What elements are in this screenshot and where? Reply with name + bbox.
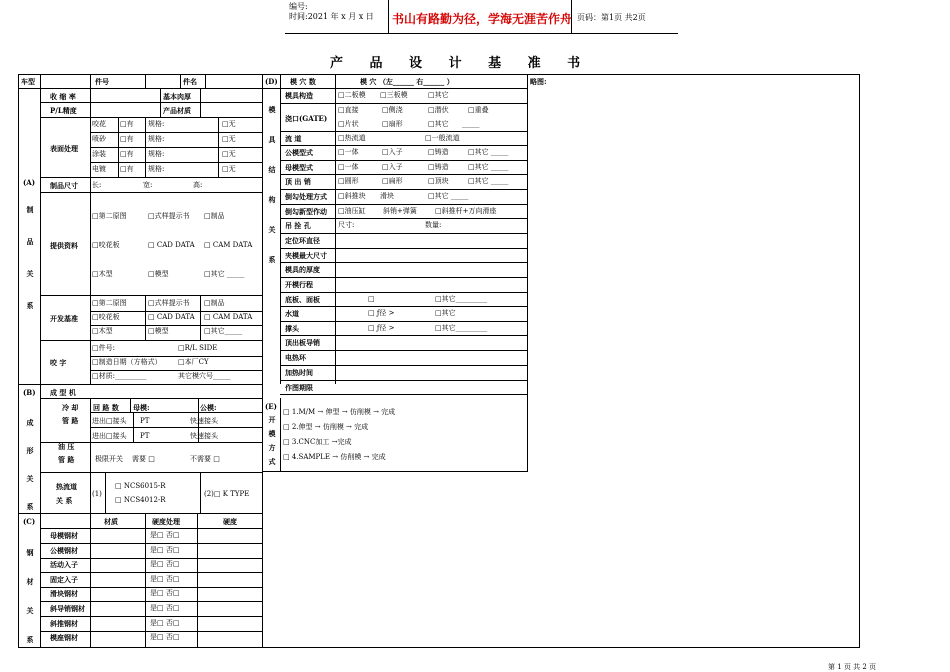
- section-c-label: (C): [23, 517, 36, 526]
- section-d-vertical: 构: [268, 195, 276, 204]
- steel-name: 公模钢材: [50, 545, 78, 555]
- section-e-vertical: 开: [268, 415, 276, 424]
- mold-row-option: □ ƒ径 >: [368, 309, 395, 318]
- section-c-vertical: 钢: [26, 548, 34, 557]
- bite-option: 其它模穴号_____: [178, 372, 231, 380]
- mold-row-option: □其它 _____: [468, 162, 509, 171]
- pt-label: PT: [140, 417, 150, 425]
- surface-spec: 规格:: [148, 150, 165, 158]
- length-label: 长:: [92, 181, 102, 189]
- mold-row-option: □热流道: [338, 133, 366, 142]
- section-b-vertical: 系: [26, 502, 34, 511]
- steel-hardening: 是□ 否□: [150, 574, 180, 583]
- mold-row-option: □铸造: [428, 148, 449, 157]
- dev-option: □木型: [92, 327, 113, 335]
- mold-row-option: □重叠: [468, 105, 489, 114]
- pt-label: PT: [140, 432, 150, 440]
- mold-row-label: 加热时间: [285, 367, 313, 377]
- mold-row-option: □铸造: [428, 162, 449, 171]
- mold-row-option: □入子: [382, 162, 403, 171]
- mold-row-option: □顶块: [428, 177, 449, 186]
- mold-row-option: □其它 _____: [468, 177, 509, 186]
- section-d-vertical: 系: [268, 255, 276, 264]
- mold-row-option: □其它 _____: [468, 148, 509, 157]
- mold-row-label: 开模行程: [285, 279, 313, 289]
- mold-row-option: □其它: [428, 119, 449, 128]
- mold-row-option: □入子: [382, 148, 403, 157]
- bite-option: □件号:: [92, 344, 115, 352]
- surface-name: 涂装: [92, 150, 106, 158]
- mold-row-option: □扇形: [382, 119, 403, 128]
- section-d-vertical: 结: [268, 165, 276, 174]
- mold-row-label: 水道: [285, 309, 299, 319]
- dev-option: □制品: [204, 299, 225, 307]
- provided-option: □制品: [204, 212, 225, 220]
- quick-label: 快速接头: [190, 432, 218, 440]
- cavity-label: 模 穴 数: [290, 77, 316, 86]
- material-label: 产品材质: [163, 106, 191, 115]
- steel-name: 母模钢材: [50, 531, 78, 540]
- base-thick-label: 基本肉厚: [163, 92, 191, 101]
- page-label: 页码：第1页 共2页: [577, 13, 646, 22]
- mold-row-label: 顶 出 销: [285, 177, 311, 187]
- mold-row-option: □ ƒ径 >: [368, 323, 395, 332]
- mold-row-label: 浇口(GATE): [285, 113, 328, 123]
- surface-spec: 规格:: [148, 135, 165, 143]
- provided-option: □第二原图: [92, 212, 127, 220]
- mold-row-option: □其它: [428, 91, 449, 99]
- mold-opening-option: □ 2.伸型 → 仿削模 → 完成: [283, 423, 369, 431]
- mold-row-label: 模具的厚度: [285, 265, 320, 275]
- limit-label: 极限开关: [95, 455, 123, 463]
- section-a-vertical: 制: [26, 205, 34, 214]
- section-a-label: (A): [23, 178, 36, 187]
- motto: 书山有路勤为径，学海无涯苦作舟: [392, 12, 573, 26]
- dev-option: □模型: [148, 327, 169, 335]
- steel-name: 斜推钢材: [50, 618, 78, 628]
- steel-name: 固定入子: [50, 574, 78, 584]
- steel-name: 活动入子: [50, 560, 78, 570]
- steel-name: 滑块钢材: [50, 589, 78, 599]
- section-d-vertical: 关: [268, 225, 276, 234]
- height-label: 高:: [193, 181, 203, 189]
- surface-none: □无: [222, 165, 236, 173]
- mold-row-option: □潜伏: [428, 105, 449, 114]
- steel-hardening: 是□ 否□: [150, 560, 180, 569]
- dev-label: 开发基准: [50, 314, 78, 323]
- surface-none: □无: [222, 120, 236, 128]
- mold-row-label: 流 道: [285, 133, 302, 143]
- mold-row-label: 顶出板导销: [285, 338, 320, 348]
- shrink-label: 收 缩 率: [50, 92, 76, 101]
- mold-row-label: 电热环: [285, 353, 306, 363]
- mold-opening-option: □ 3.CNC加工 →完成: [283, 438, 352, 446]
- cavity-value: 模 穴 （左______ 右______ ）: [360, 77, 454, 86]
- hot-label: 关 系: [56, 496, 73, 505]
- size-label: 制品尺寸: [50, 181, 78, 190]
- mold-row-option: □其它 _____: [428, 192, 469, 200]
- cooling-label: 冷 却: [62, 403, 79, 412]
- mold-row-option: 数量:: [425, 221, 442, 230]
- noneed-label: 不需要 □: [190, 455, 220, 463]
- section-e-vertical: 方: [268, 443, 276, 452]
- mold-row-label: 夹模最大尺寸: [285, 250, 327, 260]
- section-c-vertical: 关: [26, 606, 34, 615]
- steel-column-header: 硬度: [223, 517, 237, 526]
- mold-row-option: □其它: [435, 309, 456, 318]
- section-d-vertical: 具: [268, 135, 276, 144]
- section-e-vertical: 式: [268, 457, 276, 466]
- section-e-label: (E): [265, 402, 277, 411]
- provided-option: □ CAM DATA: [204, 241, 253, 249]
- steel-name: 斜导销钢材: [50, 604, 85, 613]
- provided-label: 提供资料: [50, 241, 78, 250]
- surface-spec: 规格:: [148, 165, 165, 173]
- section-b-vertical: 关: [26, 474, 34, 483]
- dev-option: □其它_____: [204, 327, 243, 335]
- surface-label: 表面处理: [50, 144, 78, 153]
- molding-machine-label: 成 型 机: [50, 388, 76, 397]
- provided-option: □木型: [92, 270, 113, 278]
- mold-row-label: 吊 拴 孔: [285, 221, 311, 231]
- steel-hardening: 是□ 否□: [150, 618, 180, 627]
- surface-spec: 规格:: [148, 120, 165, 128]
- steel-hardening: 是□ 否□: [150, 545, 180, 554]
- steel-hardening: 是□ 否□: [150, 589, 180, 598]
- mold-row-option: □油压缸: [338, 206, 366, 215]
- surface-name: 电镀: [92, 165, 106, 173]
- mold-row-option: □侧浇: [382, 105, 403, 114]
- part-no-label: 件号: [95, 77, 109, 86]
- mold-row-option: 斜销+弹簧: [383, 206, 417, 215]
- mold-opening-option: □ 4.SAMPLE → 仿削模 → 完成: [283, 453, 386, 461]
- bite-label: 咬 字: [50, 358, 67, 367]
- circuit-label: 回 路 数: [93, 403, 119, 412]
- mold-row-option: □斜推块: [338, 192, 366, 200]
- mother-label: 母模:: [133, 403, 150, 412]
- pl-label: P/L精度: [50, 106, 77, 115]
- mold-row-label: 公模型式: [285, 148, 313, 158]
- steel-column-header: 硬度处理: [152, 517, 180, 526]
- mold-opening-option: □ 1.M/M → 伸型 → 仿削模 → 完成: [283, 408, 396, 416]
- hot-label: 热流道: [56, 482, 77, 491]
- hot-opt2: □ NCS4012-R: [115, 496, 166, 504]
- provided-option: □咬花板: [92, 241, 120, 249]
- mold-row-label: 倒勾处理方式: [285, 192, 327, 201]
- cooling-label: 管 路: [62, 416, 79, 425]
- section-b-vertical: 成: [26, 418, 34, 427]
- dev-option: □咬花板: [92, 313, 120, 321]
- car-label: 车型: [21, 77, 35, 86]
- mold-row-label: 模具构造: [285, 91, 313, 100]
- mold-row-option: □直接: [338, 105, 359, 114]
- section-a-vertical: 关: [26, 269, 34, 278]
- bite-option: □材质:_________: [92, 372, 147, 380]
- section-c-vertical: 系: [26, 635, 34, 644]
- inout-label: 进出□接头: [92, 432, 127, 440]
- bite-option: □本厂CY: [178, 358, 209, 366]
- hot-2: (2)□ K TYPE: [204, 490, 250, 498]
- bite-option: □制造日期（方格式）: [92, 358, 162, 366]
- mold-row-label: 倒勾新型作动: [285, 206, 327, 216]
- dev-option: □ CAM DATA: [204, 313, 253, 321]
- surface-has: □有: [120, 120, 134, 128]
- section-a-vertical: 品: [26, 237, 34, 246]
- steel-hardening: 是□ 否□: [150, 633, 180, 642]
- mold-row-label: 底板、面板: [285, 294, 320, 304]
- surface-none: □无: [222, 150, 236, 158]
- surface-has: □有: [120, 135, 134, 143]
- time-label: 时间:2021 年 x 月 x 日: [289, 12, 374, 21]
- section-d-label: (D): [265, 77, 278, 86]
- oil-label: 油 压: [58, 442, 75, 451]
- oil-label: 管 路: [58, 455, 75, 464]
- mold-row-option: □: [368, 294, 375, 303]
- dev-option: □第二原图: [92, 299, 127, 307]
- surface-has: □有: [120, 165, 134, 173]
- part-name-label: 件名: [183, 77, 197, 86]
- mold-row-option: 尺寸:: [338, 221, 355, 230]
- steel-hardening: 是□ 否□: [150, 531, 180, 539]
- mold-row-option: _____: [462, 119, 480, 128]
- bite-option: □R/L SIDE: [178, 344, 218, 352]
- inout-label: 进出□接头: [92, 417, 127, 425]
- provided-option: □其它 _____: [204, 270, 245, 278]
- footer-page: 第 1 页 共 2 页: [828, 663, 877, 671]
- mold-row-option: □二板模: [338, 91, 366, 99]
- mold-row-option: □一般流道: [425, 133, 460, 142]
- mold-row-option: □圆形: [338, 177, 359, 186]
- section-a-vertical: 系: [26, 301, 34, 310]
- steel-column-header: 材质: [104, 517, 118, 526]
- sketch-label: 略图:: [530, 77, 547, 86]
- section-c-vertical: 材: [26, 577, 34, 586]
- mold-row-label: 母模型式: [285, 162, 313, 172]
- mold-row-option: □其它_________: [435, 323, 488, 332]
- surface-has: □有: [120, 150, 134, 158]
- hot-1: (1): [92, 490, 102, 498]
- mold-row-option: □一体: [338, 148, 359, 157]
- mold-row-option: □片状: [338, 119, 359, 128]
- dev-option: □式样提示书: [148, 299, 190, 307]
- mold-row-option: 滑块: [380, 192, 394, 200]
- steel-name: 模座钢材: [50, 633, 78, 643]
- surface-name: 喷砂: [92, 135, 106, 143]
- mold-row-option: □扁形: [382, 177, 403, 186]
- provided-option: □模型: [148, 270, 169, 278]
- mold-row-label: 定位环直径: [285, 235, 320, 245]
- page-title: 产 品 设 计 基 准 书: [330, 56, 592, 71]
- mold-row-option: □一体: [338, 162, 359, 171]
- surface-none: □无: [222, 135, 236, 143]
- code-label: 编号:: [289, 2, 308, 11]
- section-b-vertical: 形: [26, 446, 34, 455]
- mold-row-label: 撑头: [285, 323, 299, 333]
- dev-option: □ CAD DATA: [148, 313, 195, 321]
- surface-name: 咬花: [92, 120, 106, 128]
- mold-row-label: 作图期限: [285, 382, 313, 392]
- quick-label: 快速接头: [190, 417, 218, 425]
- provided-option: □ CAD DATA: [148, 241, 195, 249]
- section-b-label: (B): [23, 388, 36, 397]
- steel-hardening: 是□ 否□: [150, 604, 180, 612]
- need-label: 需要 □: [132, 455, 155, 463]
- provided-option: □式样提示书: [148, 212, 190, 220]
- mold-row-option: □其它_________: [435, 294, 488, 303]
- mold-row-option: □斜推杆+万向滑座: [435, 206, 497, 215]
- male-label: 公模:: [200, 403, 217, 412]
- mold-row-option: □三板模: [380, 91, 408, 99]
- section-d-vertical: 模: [268, 105, 276, 114]
- width-label: 宽:: [143, 181, 153, 189]
- hot-opt1: □ NCS6015-R: [115, 482, 166, 490]
- section-e-vertical: 模: [268, 429, 276, 438]
